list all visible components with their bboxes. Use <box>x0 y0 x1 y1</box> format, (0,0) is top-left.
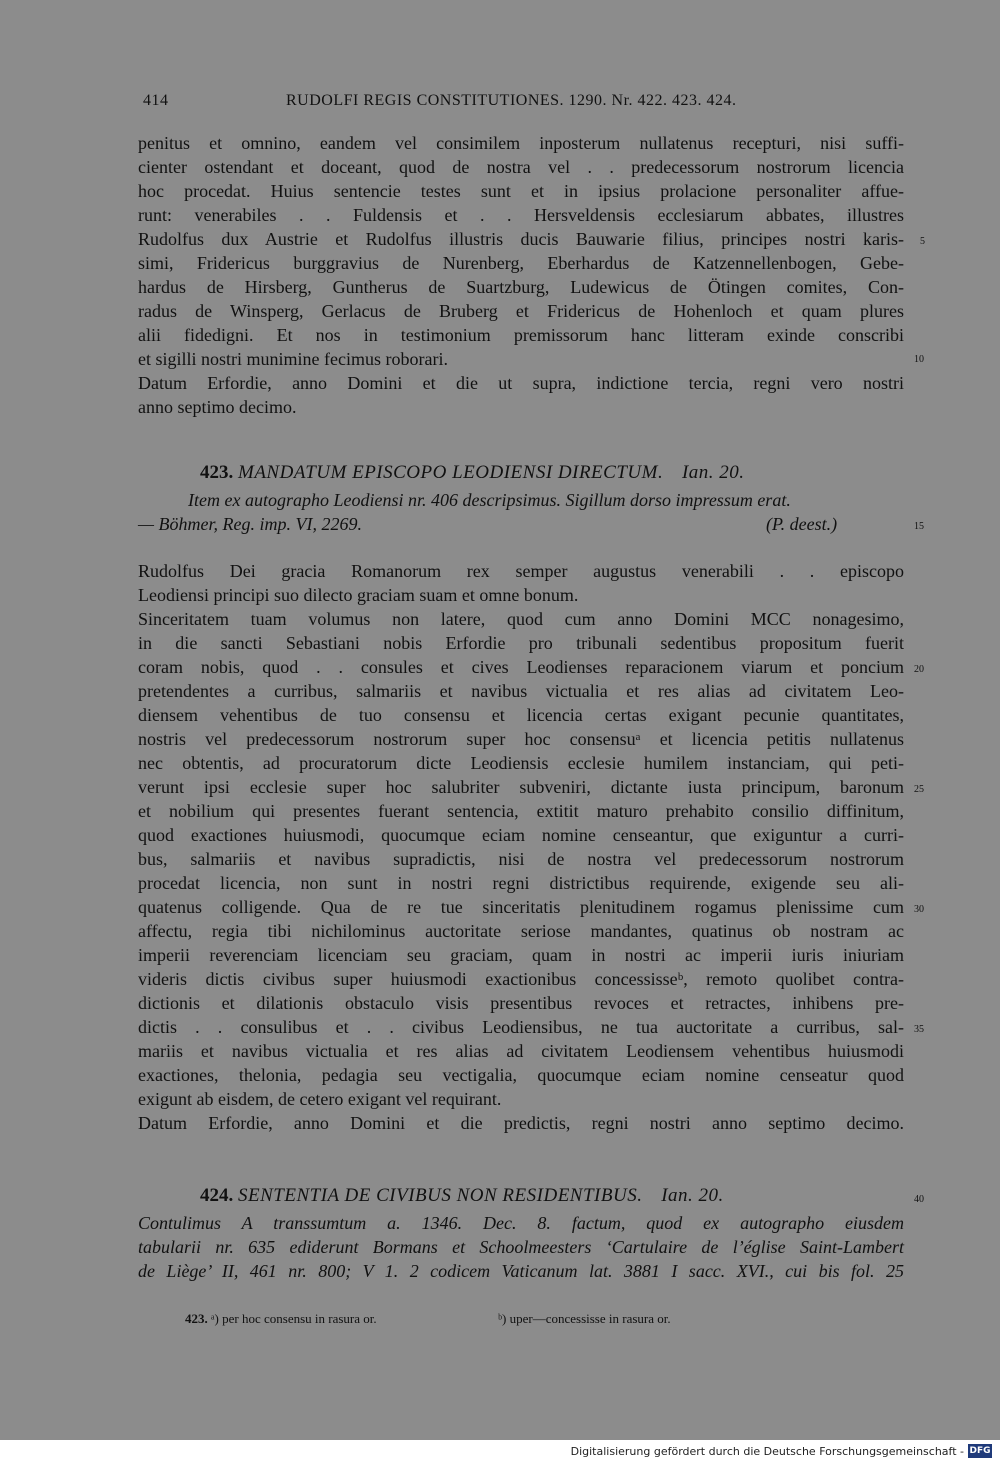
text-line: et nobilium qui presentes fuerant sentencia, extitit maturo prehabito consilio diffinitum, <box>138 801 904 821</box>
dfg-logo: DFG <box>969 1446 991 1456</box>
text-line: quatenus colligende. Qua de re tue sinceritatis plenitudinem rogamus plenissime cum <box>138 897 904 917</box>
section-number: 423. <box>200 462 234 483</box>
section-number: 424. <box>200 1185 234 1206</box>
source-note <box>138 514 904 534</box>
line-number: 15 <box>914 521 924 532</box>
text-line: Rudolfus dux Austrie et Rudolfus illustris ducis Bauwarie filius, principes nostri karis- <box>138 229 904 249</box>
footnote-ref: 423. <box>185 1311 208 1326</box>
section-title: SENTENTIA DE CIVIBUS NON RESIDENTIBUS. <box>238 1185 643 1206</box>
text-line: pretendentes a curribus, salmariis et navibus victualia et res alias ad civitatem Leo- <box>138 681 904 701</box>
text-line: et sigilli nostri munimine fecimus roborari. <box>138 349 448 369</box>
section-heading-424 <box>200 1185 724 1207</box>
text-line: hardus de Hirsberg, Guntherus de Suartzburg, Ludewicus de Ötingen comites, Con- <box>138 277 904 297</box>
text-line: nostris vel predecessorum nostrorum super hoc consensuᵃ et licencia petitis nullatenus <box>138 729 904 749</box>
section-date: Ian. 20. <box>681 462 745 483</box>
text-line: dictis . . consulibus et . . civibus Leodiensibus, ne tua auctoritate a curribus, sal- <box>138 1017 904 1037</box>
text-line: verunt ipsi ecclesie super hoc salubriter subveniri, dictante iusta principum, baronum <box>138 777 904 797</box>
section-title: MANDATUM EPISCOPO LEODIENSI DIRECTUM. <box>238 462 664 483</box>
funding-notice: Digitalisierung gefördert durch die Deutsche Forschungsgemeinschaft - <box>570 1445 964 1458</box>
page-number: 414 <box>143 92 169 109</box>
line-number: 40 <box>914 1194 924 1205</box>
text-line: Rudolfus Dei gracia Romanorum rex semper augustus venerabili . . episcopo <box>138 561 904 581</box>
section-heading-423 <box>200 462 745 484</box>
source-note: de Liège’ II, 461 nr. 800; V 1. 2 codicem Vaticanum lat. 3881 I sacc. XVI., cui bis fol. 25 <box>138 1261 904 1281</box>
line-number: 5 <box>920 236 925 247</box>
text-line: in die sancti Sebastiani nobis Erfordie pro tribunali sedentibus propositum fuerit <box>138 633 904 653</box>
footer-bar <box>0 1440 1000 1464</box>
text-line: procedat licencia, non sunt in nostri regni districtibus requirende, exigende seu ali- <box>138 873 904 893</box>
text-line: radus de Winsperg, Gerlacus de Bruberg et Fridericus de Hohenloch et quam plures <box>138 301 904 321</box>
text-line: mariis et navibus victualia et res alias ad civitatem Leodiensem vehentibus huiusmodi <box>138 1041 904 1061</box>
text-line: Sinceritatem tuam volumus non latere, quod cum anno Domini MCC nonagesimo, <box>138 609 904 629</box>
text-line: exactiones, thelonia, pedagia seu vectigalia, quocumque eciam nomine censeatur quod <box>138 1065 904 1085</box>
text-line: Datum Erfordie, anno Domini et die ut supra, indictione tercia, regni vero nostri <box>138 373 904 393</box>
text-line: videris dictis civibus super huiusmodi exactionibus concessisseᵇ, remoto quolibet contra- <box>138 969 904 989</box>
text-line: hoc procedat. Huius sentencie testes sunt et in ipsius prolacione personaliter affue- <box>138 181 904 201</box>
text-line: Leodiensi principi suo dilecto graciam suam et omne bonum. <box>138 585 579 605</box>
source-note-ref: — Böhmer, Reg. imp. VI, 2269. <box>138 514 362 534</box>
line-number: 10 <box>914 354 924 365</box>
footnotes <box>185 1311 671 1327</box>
source-note: Item ex autographo Leodiensi nr. 406 descripsimus. Sigillum dorso impressum erat. <box>188 490 791 510</box>
source-note-right: (P. deest.) <box>766 514 838 534</box>
text-line: diensem vehentibus de tuo consensu et licencia certas exigant pecunie quantitates, <box>138 705 904 725</box>
text-line: quod exactiones huiusmodi, quocumque eciam nomine censeantur, que exiguntur a curri- <box>138 825 904 845</box>
text-line: nec obtentis, ad procuratorum dicte Leodiensis ecclesie humilem instanciam, qui peti- <box>138 753 904 773</box>
text-line: bus, salmariis et navibus supradictis, nisi de nostra vel predecessorum nostrorum <box>138 849 904 869</box>
text-line: Datum Erfordie, anno Domini et die predictis, regni nostri anno septimo decimo. <box>138 1113 904 1133</box>
line-number: 20 <box>914 664 924 675</box>
running-title: RUDOLFI REGIS CONSTITUTIONES. 1290. Nr. 422. 423. 424. <box>286 92 737 109</box>
text-line: dictionis et dilationis obstaculo visis presentibus revoces et retractes, inhibens pre- <box>138 993 904 1013</box>
text-line: simi, Fridericus burggravius de Nurenberg, Eberhardus de Katzennellenbogen, Gebe- <box>138 253 904 273</box>
footnote-b: ᵇ) uper—concessisse in rasura or. <box>498 1311 671 1326</box>
line-number: 35 <box>914 1024 924 1035</box>
footnote-a: ᵃ) per hoc consensu in rasura or. <box>211 1311 377 1326</box>
text-line: exigunt ab eisdem, de cetero exigant vel requirant. <box>138 1089 502 1109</box>
section-date: Ian. 20. <box>661 1185 724 1206</box>
source-note: tabularii nr. 635 ediderunt Bormans et Schoolmeesters ‘Cartulaire de l’église Saint-Lambert <box>138 1237 904 1257</box>
line-number: 25 <box>914 784 924 795</box>
text-line: affectu, regia tibi nichilominus auctoritate seriose mandantes, quatinus ob nostram ac <box>138 921 904 941</box>
text-line: alii fidedigni. Et nos in testimonium premissorum hanc litteram exinde conscribi <box>138 325 904 345</box>
text-line: coram nobis, quod . . consules et cives Leodienses reparacionem viarum et poncium <box>138 657 904 677</box>
line-number: 30 <box>914 904 924 915</box>
source-note: Contulimus A transsumtum a. 1346. Dec. 8. factum, quod ex autographo eiusdem <box>138 1213 904 1233</box>
text-line: runt: venerabiles . . Fuldensis et . . Hersveldensis ecclesiarum abbates, illustres <box>138 205 904 225</box>
text-line: cienter ostendant et doceant, quod de nostra vel . . predecessorum nostrorum licencia <box>138 157 904 177</box>
text-line: anno septimo decimo. <box>138 397 297 417</box>
text-line: imperii reverenciam licenciam seu graciam, quam in nostri ac imperii iuris iniuriam <box>138 945 904 965</box>
text-line: penitus et omnino, eandem vel consimilem inposterum nullatenus recepturi, nisi suffi- <box>138 133 904 153</box>
